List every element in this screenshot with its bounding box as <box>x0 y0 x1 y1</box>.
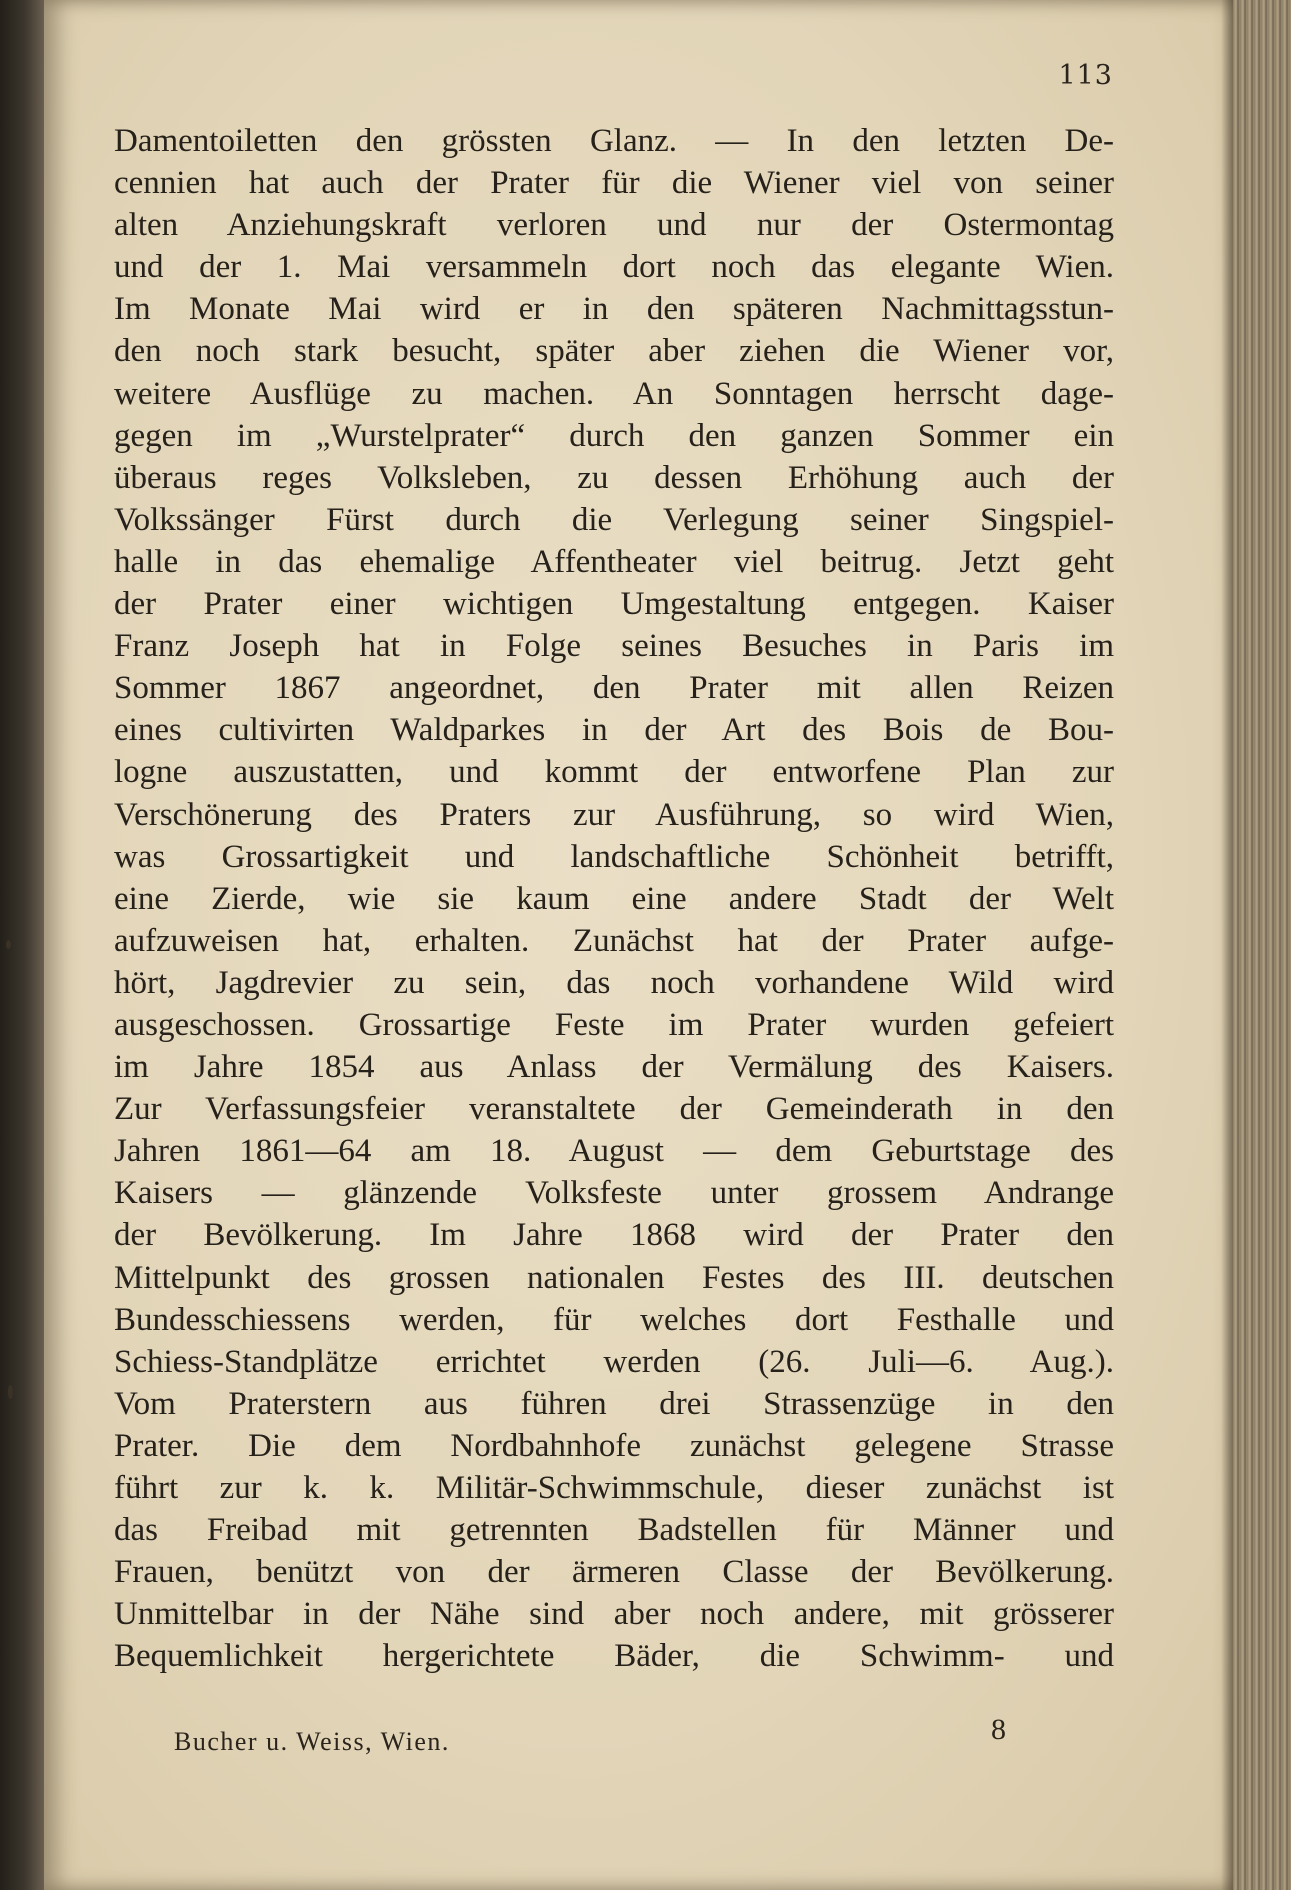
page-body-text <box>114 120 1114 1677</box>
text-line: den noch stark besucht, später aber ziehen die Wiener vor, <box>114 333 1114 370</box>
margin-blemish <box>6 940 11 949</box>
text-line: gegen im „Wurstelprater“ durch den ganzen Sommer ein <box>114 417 1114 454</box>
text-line: der Prater einer wichtigen Umgestaltung entgegen. Kaiser <box>114 586 1114 623</box>
text-line: halle in das ehemalige Affentheater viel beitrug. Jetzt geht <box>114 543 1114 580</box>
text-line: Jahren 1861—64 am 18. August — dem Geburtstage des <box>114 1133 1114 1170</box>
footer-publisher: Bucher u. Weiss, Wien. <box>174 1727 450 1756</box>
text-line: ausgeschossen. Grossartige Feste im Prater wurden gefeiert <box>114 1006 1114 1043</box>
text-line: Prater. Die dem Nordbahnhofe zunächst gelegene Strasse <box>114 1427 1114 1464</box>
text-line: alten Anziehungskraft verloren und nur der Ostermontag <box>114 207 1114 244</box>
text-line: führt zur k. k. Militär-Schwimmschule, dieser zunächst ist <box>114 1470 1114 1506</box>
text-line: Verschönerung des Praters zur Ausführung, so wird Wien, <box>114 796 1114 833</box>
book-fore-edge <box>1233 0 1291 1890</box>
text-line: Damentoiletten den grössten Glanz. — In den letzten De- <box>114 123 1114 159</box>
text-line: aufzuweisen hat, erhalten. Zunächst hat der Prater aufge- <box>114 922 1114 959</box>
text-line: Frauen, benützt von der ärmeren Classe der Bevölkerung. <box>114 1554 1114 1591</box>
text-line: und der 1. Mai versammeln dort noch das elegante Wien. <box>114 249 1114 286</box>
text-line: weitere Ausflüge zu machen. An Sonntagen herrscht dage- <box>114 375 1114 412</box>
page-gutter-shadow <box>1221 0 1233 1890</box>
text-line: Bundesschiessens werden, für welches dort Festhalle und <box>114 1301 1114 1338</box>
text-line: eines cultivirten Waldparkes in der Art des Bois de Bou- <box>114 712 1114 749</box>
text-line: Kaisers — glänzende Volksfeste unter grossem Andrange <box>114 1175 1114 1212</box>
text-line: Im Monate Mai wird er in den späteren Nachmittagsstun- <box>114 291 1114 328</box>
page-number: 113 <box>1058 60 1113 91</box>
text-line: hört, Jagdrevier zu sein, das noch vorhandene Wild wird <box>114 964 1114 1001</box>
book-page <box>44 0 1233 1890</box>
text-line: eine Zierde, wie sie kaum eine andere Stadt der Welt <box>114 880 1114 917</box>
text-line: Bequemlichkeit hergerichtete Bäder, die Schwimm- und <box>114 1638 1114 1675</box>
text-line: cennien hat auch der Prater für die Wiener viel von seiner <box>114 165 1114 202</box>
text-line: im Jahre 1854 aus Anlass der Vermälung des Kaisers. <box>114 1049 1114 1086</box>
text-line: was Grossartigkeit und landschaftliche Schönheit betrifft, <box>114 838 1114 875</box>
text-line: überaus reges Volksleben, zu dessen Erhöhung auch der <box>114 459 1114 496</box>
text-line: das Freibad mit getrennten Badstellen für Männer und <box>114 1512 1114 1549</box>
text-line: Vom Praterstern aus führen drei Strassenzüge in den <box>114 1385 1114 1422</box>
text-line: Franz Joseph hat in Folge seines Besuches in Paris im <box>114 628 1114 665</box>
signature-mark: 8 <box>991 1713 1006 1746</box>
text-line: Volkssänger Fürst durch die Verlegung seiner Singspiel- <box>114 501 1114 538</box>
text-line: Schiess-Standplätze errichtet werden (26. Juli—6. Aug.). <box>114 1343 1114 1380</box>
text-line: Mittelpunkt des grossen nationalen Festes des III. deutschen <box>114 1259 1114 1296</box>
text-line: Unmittelbar in der Nähe sind aber noch andere, mit grösserer <box>114 1596 1114 1633</box>
text-line: Zur Verfassungsfeier veranstaltete der Gemeinderath in den <box>114 1091 1114 1128</box>
margin-blemish <box>8 1385 13 1399</box>
text-line: der Bevölkerung. Im Jahre 1868 wird der Prater den <box>114 1217 1114 1254</box>
text-line: Sommer 1867 angeordnet, den Prater mit allen Reizen <box>114 670 1114 707</box>
text-line: logne auszustatten, und kommt der entworfene Plan zur <box>114 754 1114 791</box>
